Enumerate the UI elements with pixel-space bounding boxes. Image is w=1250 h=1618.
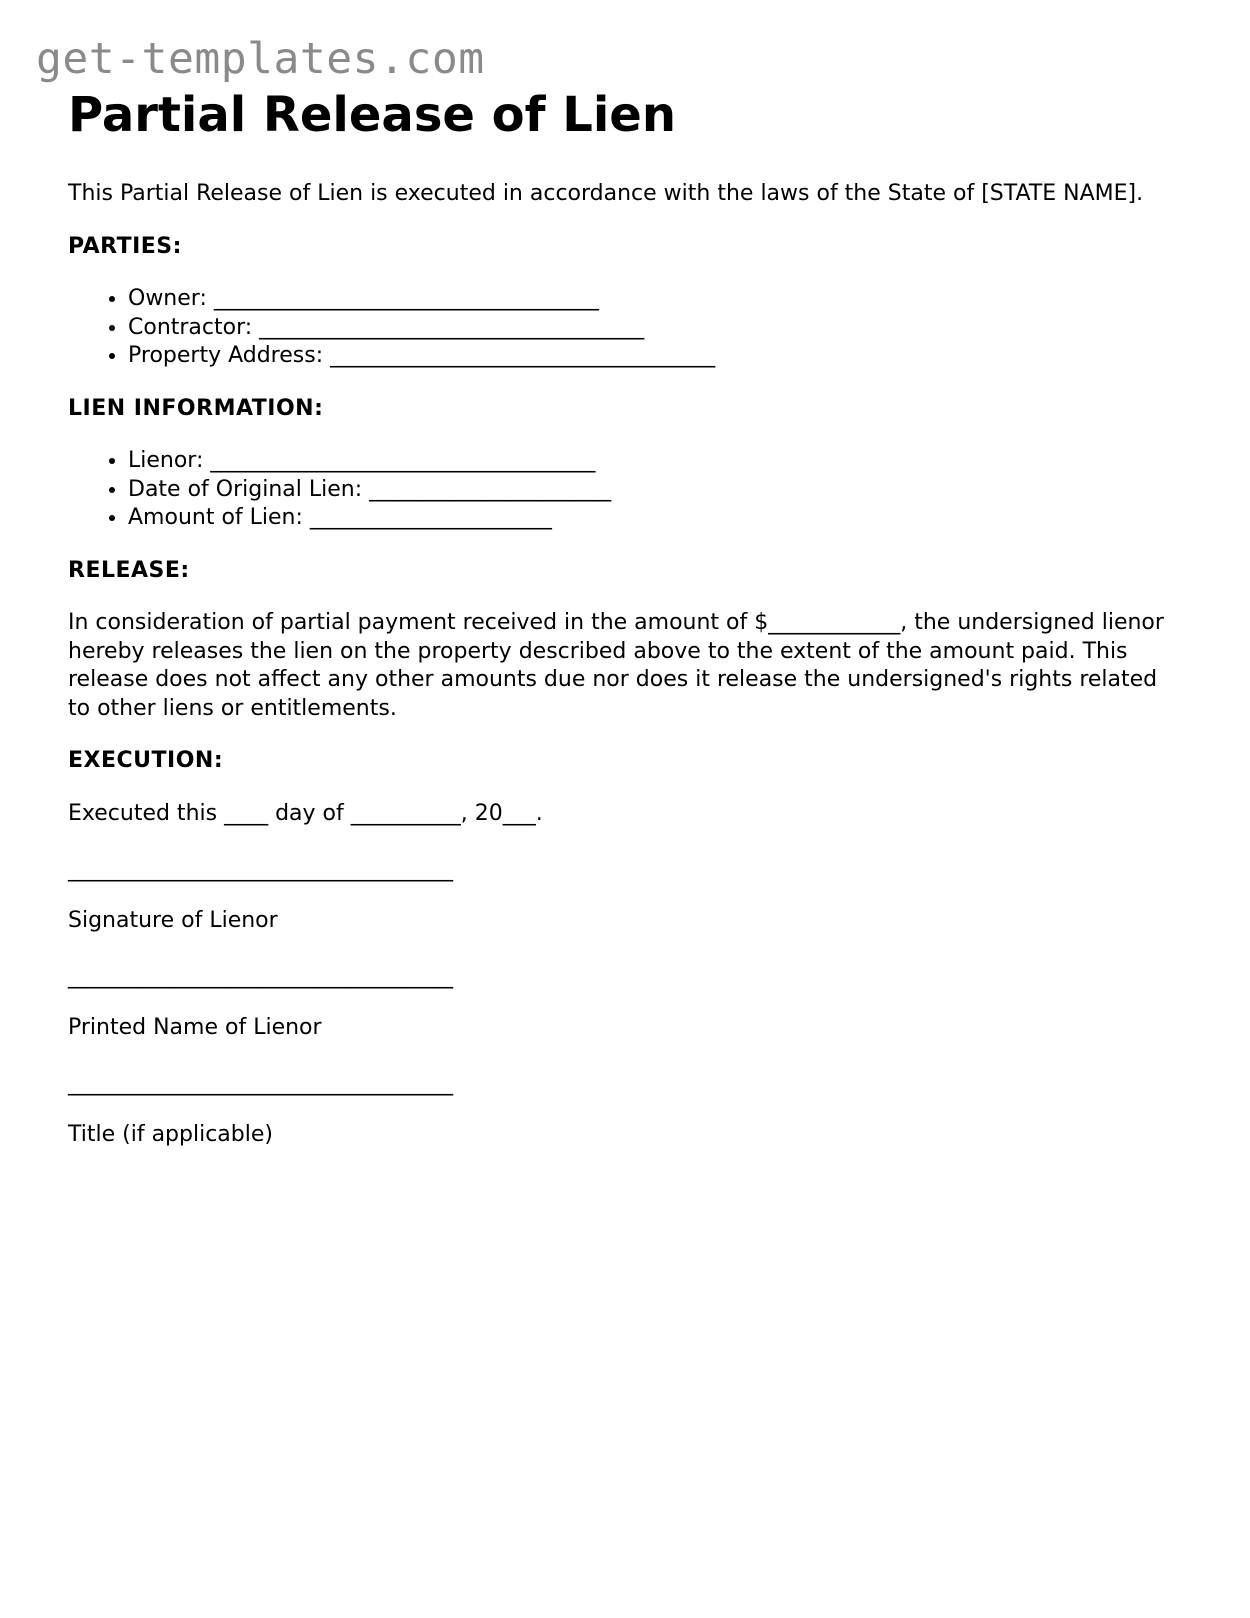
release-paragraph: In consideration of partial payment received in the amount of $____________, the undersigned lienor hereby releases the lien on the property described above to the extent of the amount paid. This release does not affect any other amounts due nor does it release the undersigned's rights related to other liens or entitlements. (68, 610, 1164, 721)
document-title: Partial Release of Lien (68, 87, 676, 143)
printed-name-line: ___________________________________ (68, 964, 453, 989)
intro-paragraph: This Partial Release of Lien is executed in accordance with the laws of the State of [STATE NAME]. (68, 181, 1144, 206)
execution-heading: EXECUTION: (68, 748, 224, 773)
printed-name-label: Printed Name of Lienor (68, 1014, 322, 1040)
list-item-owner: • Owner: ___________________________________ (128, 285, 1178, 314)
parties-list (68, 285, 1178, 371)
lien-information-heading: LIEN INFORMATION: (68, 395, 324, 421)
list-item-property-address: • Property Address: ___________________________________ (128, 342, 1178, 371)
document-page (68, 86, 1178, 1149)
release-heading: RELEASE: (68, 557, 190, 583)
list-item-date-of-original-lien: • Date of Original Lien: ______________________ (128, 476, 1178, 505)
title-line: ___________________________________ (68, 1071, 453, 1096)
list-item-lienor: • Lienor: ___________________________________ (128, 447, 1178, 476)
list-item-amount-of-lien: • Amount of Lien: ______________________ (128, 504, 1178, 533)
title-label: Title (if applicable) (68, 1121, 273, 1147)
list-item-contractor: • Contractor: ___________________________________ (128, 314, 1178, 343)
executed-date-line: Executed this ____ day of __________, 20___. (68, 800, 543, 826)
parties-heading: PARTIES: (68, 233, 182, 259)
watermark: get-templates.com (36, 34, 485, 84)
lien-information-list (68, 447, 1178, 533)
signature-line: ___________________________________ (68, 857, 453, 882)
signature-label: Signature of Lienor (68, 907, 278, 933)
